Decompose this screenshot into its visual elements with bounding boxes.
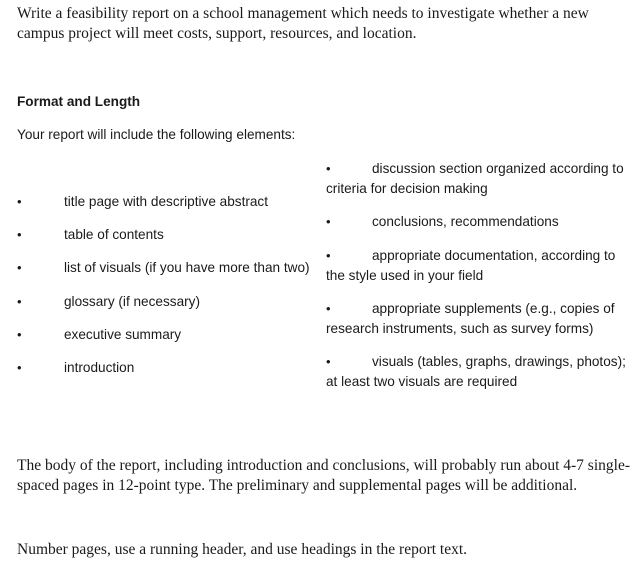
- bullet-icon: •: [326, 248, 331, 263]
- list-item: [17, 358, 317, 378]
- list-item-text: appropriate documentation, according to the style used in your field: [326, 248, 616, 283]
- list-item-text: discussion section organized according to criteria for decision making: [326, 161, 624, 196]
- list-item-text: conclusions, recommendations: [372, 214, 559, 229]
- list-item-text: table of contents: [64, 227, 164, 242]
- list-item-text: title page with descriptive abstract: [64, 194, 269, 209]
- elements-intro-text: Your report will include the following elements:: [17, 127, 296, 142]
- list-item: [326, 159, 626, 199]
- list-item: [326, 299, 626, 339]
- list-item-text: executive summary: [64, 327, 182, 342]
- bullet-icon: •: [326, 161, 331, 176]
- list-item: [326, 352, 626, 392]
- bullet-icon: •: [17, 194, 22, 209]
- formatting-instruction: Number pages, use a running header, and use headings in the report text.: [17, 541, 468, 558]
- bullet-icon: •: [17, 294, 22, 309]
- list-item-text: glossary (if necessary): [64, 294, 200, 309]
- assignment-prompt: Write a feasibility report on a school management which needs to investigate whether a new campus project will meet costs, support, resources, and location.: [17, 5, 589, 42]
- bullet-icon: •: [17, 327, 22, 342]
- bullet-icon: •: [326, 354, 331, 369]
- bullet-icon: •: [326, 214, 331, 229]
- bullet-icon: •: [17, 227, 22, 242]
- list-item-text: introduction: [64, 360, 135, 375]
- format-length-heading: Format and Length: [17, 94, 141, 109]
- body-length-paragraph: The body of the report, including introduction and conclusions, will probably run about 4-7 single-spaced pages in 12-point type. The preliminary and supplemental pages will be additional.: [17, 457, 630, 494]
- list-item: [17, 292, 317, 312]
- list-item: [326, 212, 626, 232]
- list-item: [17, 192, 317, 212]
- bullet-icon: •: [17, 260, 22, 275]
- bullet-icon: •: [326, 301, 331, 316]
- list-item: [17, 258, 317, 278]
- list-item-text: list of visuals (if you have more than two): [64, 260, 310, 275]
- list-item-text: appropriate supplements (e.g., copies of research instruments, such as survey forms): [326, 301, 615, 336]
- list-item: [17, 325, 317, 345]
- list-item: [17, 225, 317, 245]
- bullet-icon: •: [17, 360, 22, 375]
- list-item-text: visuals (tables, graphs, drawings, photos); at least two visuals are required: [326, 354, 626, 389]
- list-item: [326, 246, 626, 286]
